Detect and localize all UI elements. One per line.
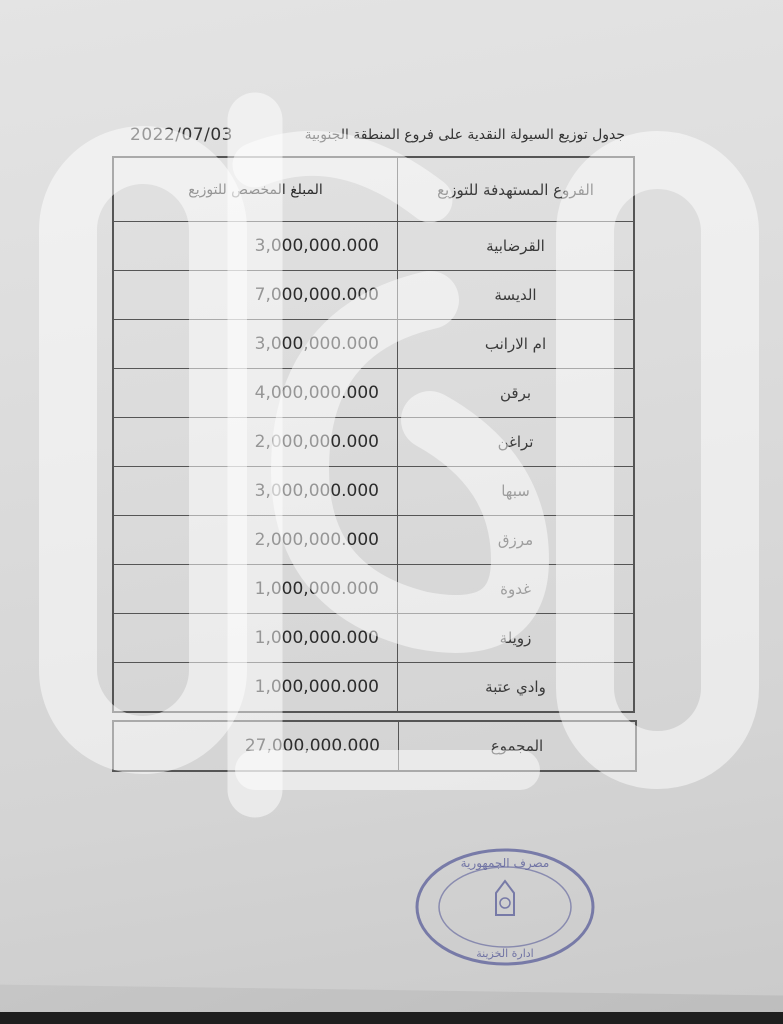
distribution-table	[112, 156, 635, 713]
amount-cell: 3,000,000.000	[114, 467, 398, 515]
table-row	[114, 515, 633, 564]
amount-cell: 1,000,000.000	[114, 565, 398, 613]
total-label: المجموع	[490, 737, 544, 755]
stamp-text-top: مصرف الجمهورية	[460, 856, 550, 870]
table-row	[114, 613, 633, 662]
table-row	[114, 417, 633, 466]
amount-cell: 2,000,000.000	[114, 418, 398, 466]
amount-cell: 4,000,000.000	[114, 369, 398, 417]
amount-cell: 2,000,000.000	[114, 516, 398, 564]
document-title: جدول توزيع السيولة النقدية على فروع المنطقة الجنوبية	[304, 127, 625, 143]
branch-cell: زويلة	[499, 629, 532, 647]
document-date: 2022/07/03	[130, 125, 233, 145]
header-amount: المبلغ المخصص للتوزيع	[114, 158, 398, 221]
table-row	[114, 221, 633, 270]
amount-cell: 1,000,000.000	[114, 614, 398, 662]
table-row	[114, 368, 633, 417]
document-header	[130, 122, 625, 148]
header-branch: الفروع المستهدفة للتوزيع	[437, 180, 594, 199]
bottom-shadow	[0, 1012, 783, 1024]
branch-cell: ام الارانب	[484, 335, 547, 353]
table-row	[114, 319, 633, 368]
branch-cell: غدوة	[500, 580, 531, 598]
table-row	[114, 466, 633, 515]
branch-cell: القرضابية	[486, 237, 545, 255]
branch-cell: برقن	[499, 384, 532, 402]
table-row	[114, 564, 633, 613]
branch-cell: الديسة	[494, 286, 537, 304]
branch-cell: سبها	[501, 482, 530, 500]
amount-cell: 1,000,000.000	[114, 663, 398, 711]
branch-cell: وادي عتبة	[485, 678, 546, 696]
amount-cell: 7,000,000.000	[114, 271, 398, 319]
stamp-text-bottom: ادارة الخزينة	[476, 947, 534, 960]
table-header-row	[114, 158, 633, 221]
table-row	[114, 662, 633, 711]
bank-stamp	[410, 845, 600, 970]
total-row	[112, 720, 637, 772]
table-row	[114, 270, 633, 319]
amount-cell: 3,000,000.000	[114, 320, 398, 368]
branch-cell: مرزق	[497, 531, 534, 549]
branch-cell: تراغن	[497, 433, 534, 451]
amount-cell: 3,000,000.000	[114, 222, 398, 270]
total-amount: 27,000,000.000	[114, 722, 399, 770]
